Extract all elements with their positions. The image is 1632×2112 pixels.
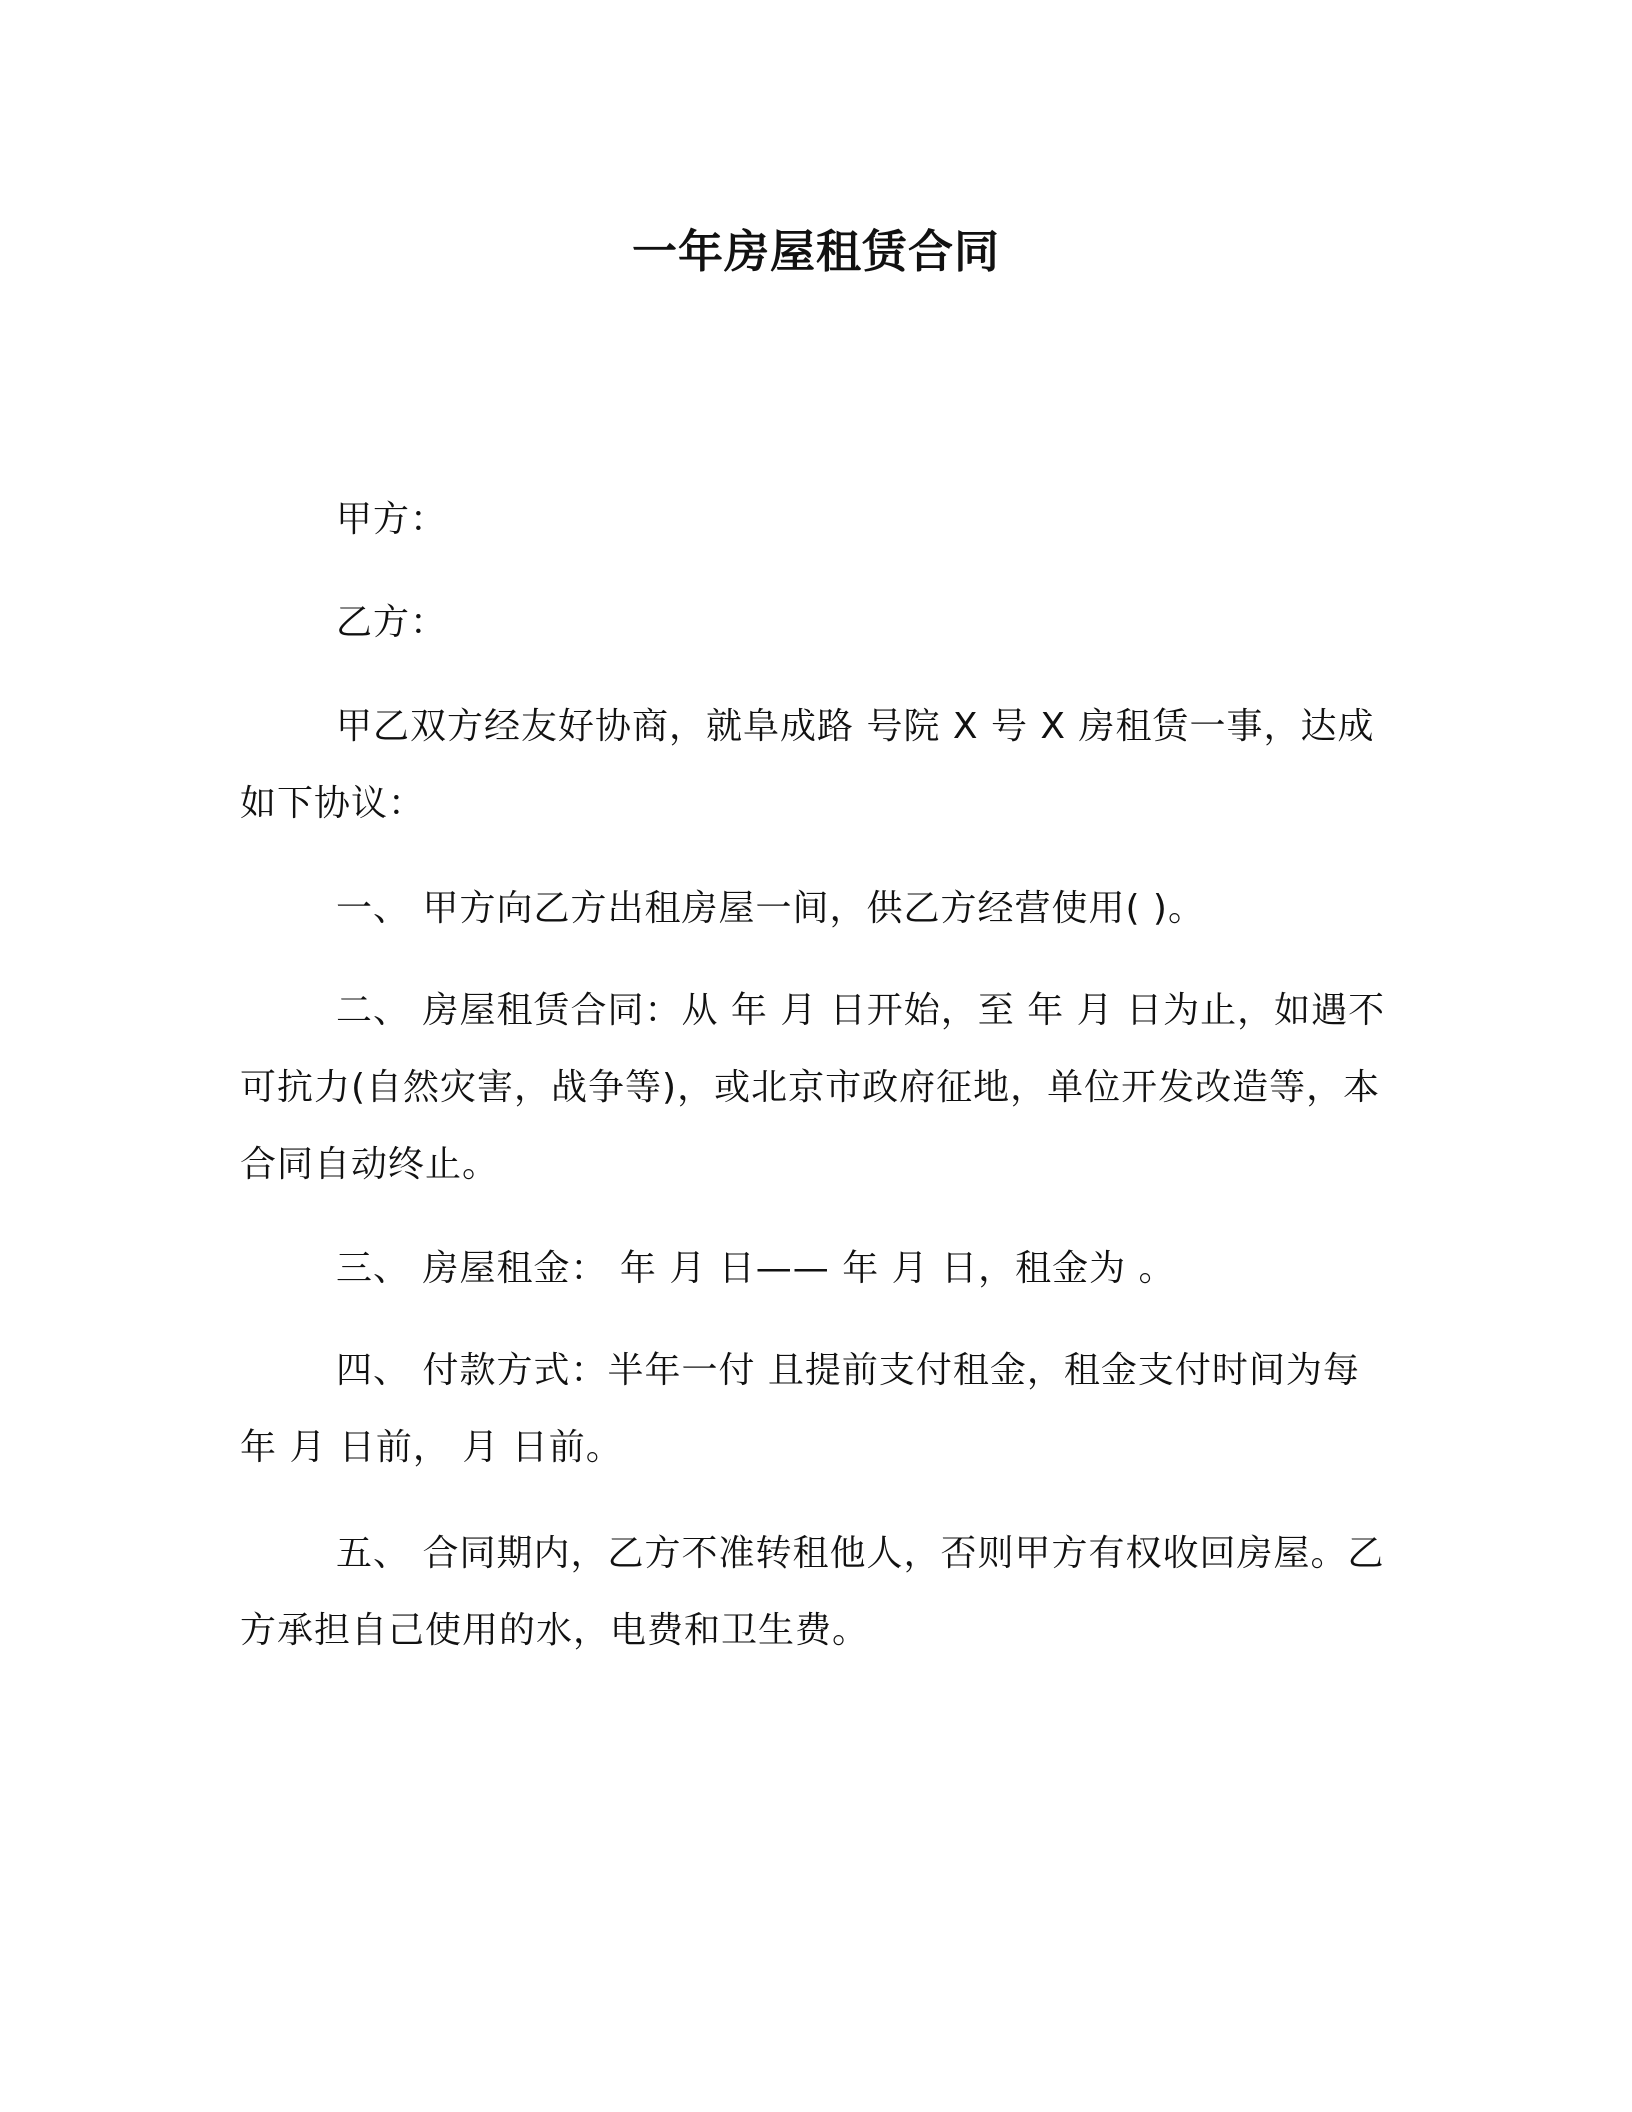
clause-2-text: 二、 房屋租赁合同：从 年 月 日开始，至 年 月 日为止，如遇不可抗力(自然灾害，战争等)，或北京市政府征地，单位开发改造等，本合同自动终止。	[240, 990, 1386, 1185]
clause-3	[240, 1230, 1390, 1307]
party-b-label: 乙方：	[336, 602, 448, 643]
clause-4-text: 四、 付款方式：半年一付 且提前支付租金，租金支付时间为每年 月 日前， 月 日前。	[240, 1350, 1360, 1468]
clause-1	[240, 870, 1390, 947]
clause-1-text: 一、 甲方向乙方出租房屋一间，供乙方经营使用( )。	[336, 888, 1205, 929]
clause-2	[240, 972, 1390, 1203]
clause-3-text: 三、 房屋租金： 年 月 日—— 年 月 日，租金为 。	[336, 1248, 1176, 1289]
party-a-label: 甲方：	[336, 499, 448, 540]
intro-text: 甲乙双方经友好协商，就阜成路 号院 X 号 X 房租赁一事，达成如下协议：	[240, 706, 1375, 824]
intro-paragraph	[240, 688, 1390, 842]
clause-5-text: 五、 合同期内，乙方不准转租他人，否则甲方有权收回房屋。乙方承担自己使用的水，电费和卫生费。	[240, 1533, 1385, 1651]
clause-5	[240, 1515, 1390, 1669]
document-title: 一年房屋租赁合同	[631, 225, 1000, 278]
clause-4	[240, 1332, 1390, 1486]
